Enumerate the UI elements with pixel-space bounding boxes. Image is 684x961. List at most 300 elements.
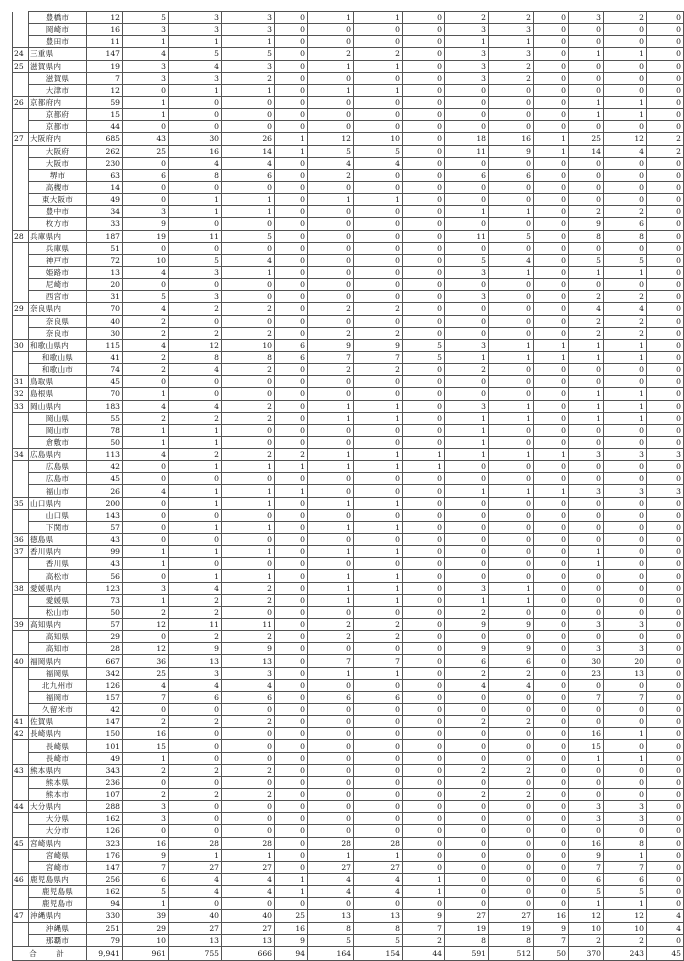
data-cell: 0 [169,279,222,291]
data-cell: 0 [403,558,445,570]
row-name: 大阪府内 [29,133,87,145]
data-cell: 0 [489,606,534,618]
data-cell: 0 [222,801,275,813]
row-number [13,109,29,121]
data-cell: 1 [308,667,354,679]
data-cell: 4 [123,339,169,351]
data-cell: 7 [604,691,647,703]
data-cell: 0 [275,424,308,436]
table-row [13,606,684,618]
data-cell: 147 [87,716,123,728]
data-cell: 1 [604,728,647,740]
data-cell: 11 [222,619,275,631]
data-cell: 0 [275,521,308,533]
data-cell: 0 [222,376,275,388]
data-cell: 0 [569,825,604,837]
data-cell: 5 [354,145,403,157]
data-cell: 0 [275,400,308,412]
data-cell: 0 [403,716,445,728]
data-cell: 2 [604,12,647,24]
data-cell: 2 [489,60,534,72]
data-cell: 19 [445,922,489,934]
data-cell: 0 [647,861,684,873]
data-cell: 3 [569,449,604,461]
data-cell: 1 [489,594,534,606]
data-cell: 0 [445,546,489,558]
data-cell: 1 [403,886,445,898]
data-cell: 0 [123,509,169,521]
row-name: 山口県内 [29,497,87,509]
data-cell: 0 [647,376,684,388]
data-cell: 1 [604,109,647,121]
data-cell: 0 [123,84,169,96]
data-cell: 42 [87,704,123,716]
data-cell: 0 [403,279,445,291]
row-name: 長崎県内 [29,728,87,740]
data-cell: 25 [275,910,308,922]
data-cell: 0 [308,424,354,436]
table-row [13,886,684,898]
data-cell: 28 [308,837,354,849]
data-cell: 0 [222,704,275,716]
data-cell: 1 [354,667,403,679]
data-cell: 3 [222,12,275,24]
data-cell: 0 [569,24,604,36]
data-cell: 1 [308,521,354,533]
data-cell: 27 [308,861,354,873]
data-cell: 1 [123,558,169,570]
row-number [13,643,29,655]
data-cell: 2 [275,449,308,461]
data-cell: 0 [354,242,403,254]
data-cell: 3 [569,643,604,655]
data-cell: 0 [489,631,534,643]
data-cell: 6 [569,873,604,885]
data-cell: 0 [569,473,604,485]
data-cell: 2 [123,351,169,363]
table-row [13,922,684,934]
data-cell: 9 [569,218,604,230]
data-cell: 0 [647,254,684,266]
row-number: 24 [13,48,29,60]
data-cell: 667 [87,655,123,667]
row-name: 宮崎県 [29,849,87,861]
data-cell: 2 [308,631,354,643]
data-cell: 0 [275,242,308,254]
data-cell: 0 [647,303,684,315]
table-row [13,424,684,436]
row-number [13,327,29,339]
row-name: 東大阪市 [29,194,87,206]
data-cell: 0 [604,546,647,558]
row-name: 山口県 [29,509,87,521]
data-cell: 147 [87,861,123,873]
data-cell: 0 [489,218,534,230]
data-cell: 0 [308,898,354,910]
data-cell: 0 [354,764,403,776]
data-cell: 0 [275,704,308,716]
data-cell: 5 [308,934,354,946]
data-cell: 5 [569,886,604,898]
row-number [13,473,29,485]
data-cell: 5 [403,351,445,363]
data-cell: 3 [123,801,169,813]
data-cell: 0 [308,96,354,108]
data-cell: 57 [87,619,123,631]
data-cell: 0 [647,266,684,278]
data-cell: 16 [123,728,169,740]
data-cell: 27 [445,910,489,922]
data-cell: 0 [308,485,354,497]
table-row [13,376,684,388]
data-cell: 5 [445,254,489,266]
data-cell: 3 [445,48,489,60]
data-cell: 0 [534,716,569,728]
data-cell: 0 [647,194,684,206]
data-cell: 0 [275,60,308,72]
data-cell: 0 [534,473,569,485]
data-cell: 9 [123,218,169,230]
data-cell: 1 [534,339,569,351]
data-cell: 8 [354,922,403,934]
data-cell: 4 [308,873,354,885]
row-name: 下関市 [29,521,87,533]
data-cell: 2 [123,412,169,424]
data-cell: 0 [489,84,534,96]
data-cell: 56 [87,570,123,582]
total-cell: 755 [169,946,222,960]
data-cell: 0 [275,643,308,655]
data-cell: 0 [445,96,489,108]
data-cell: 0 [275,473,308,485]
data-cell: 0 [275,801,308,813]
row-number [13,206,29,218]
row-name: 久留米市 [29,704,87,716]
data-cell: 0 [275,534,308,546]
table-row [13,84,684,96]
data-cell: 0 [403,655,445,667]
data-cell: 0 [169,813,222,825]
data-cell: 20 [604,655,647,667]
data-cell: 2 [222,764,275,776]
data-cell: 0 [222,218,275,230]
row-number [13,667,29,679]
data-cell: 43 [123,133,169,145]
data-cell: 2 [222,303,275,315]
row-number: 38 [13,582,29,594]
data-cell: 0 [275,764,308,776]
row-name: 福岡県内 [29,655,87,667]
data-cell: 1 [222,546,275,558]
data-cell: 0 [403,242,445,254]
data-cell: 2 [445,364,489,376]
row-number: 29 [13,303,29,315]
data-cell: 0 [534,388,569,400]
data-cell: 0 [534,376,569,388]
data-cell: 1 [354,546,403,558]
data-cell: 0 [604,509,647,521]
table-row [13,764,684,776]
data-cell: 0 [403,534,445,546]
data-cell: 20 [87,279,123,291]
row-number [13,279,29,291]
row-name: 枚方市 [29,218,87,230]
data-cell: 0 [604,764,647,776]
data-cell: 0 [403,194,445,206]
table-row [13,266,684,278]
row-name: 滋賀県内 [29,60,87,72]
data-cell: 0 [275,266,308,278]
data-cell: 45 [87,473,123,485]
data-cell: 0 [489,424,534,436]
data-cell: 5 [604,886,647,898]
data-cell: 0 [403,704,445,716]
data-cell: 0 [647,558,684,570]
data-cell: 0 [647,388,684,400]
table-row [13,643,684,655]
data-cell: 4 [647,910,684,922]
data-cell: 0 [308,181,354,193]
data-cell: 0 [534,218,569,230]
data-cell: 8 [308,922,354,934]
data-cell: 0 [308,315,354,327]
data-cell: 1 [123,436,169,448]
data-cell: 5 [569,254,604,266]
data-cell: 0 [604,121,647,133]
data-cell: 0 [647,886,684,898]
data-cell: 1 [275,461,308,473]
row-number [13,704,29,716]
data-cell: 2 [569,315,604,327]
data-cell: 0 [354,266,403,278]
data-cell: 0 [403,48,445,60]
data-cell: 0 [569,789,604,801]
data-cell: 0 [123,157,169,169]
data-cell: 3 [445,291,489,303]
data-cell: 0 [403,400,445,412]
row-name: 広島県 [29,461,87,473]
data-cell: 230 [87,157,123,169]
data-cell: 1 [275,485,308,497]
data-cell: 28 [87,643,123,655]
data-cell: 2 [222,594,275,606]
data-cell: 3 [647,449,684,461]
data-cell: 27 [169,861,222,873]
data-cell: 0 [604,740,647,752]
data-cell: 0 [275,813,308,825]
row-number [13,509,29,521]
data-cell: 0 [275,631,308,643]
data-cell: 0 [489,558,534,570]
data-cell: 2 [604,315,647,327]
data-cell: 0 [403,436,445,448]
data-cell: 0 [569,72,604,84]
row-number [13,485,29,497]
data-cell: 0 [647,619,684,631]
data-cell: 43 [87,558,123,570]
data-cell: 0 [222,534,275,546]
data-cell: 0 [403,631,445,643]
data-cell: 0 [354,96,403,108]
table-row [13,254,684,266]
data-cell: 0 [489,801,534,813]
data-cell: 1 [222,206,275,218]
data-cell: 0 [308,728,354,740]
data-cell: 0 [604,24,647,36]
data-cell: 0 [275,849,308,861]
data-cell: 0 [569,424,604,436]
table-row [13,667,684,679]
data-cell: 0 [354,643,403,655]
data-cell: 1 [489,449,534,461]
data-cell: 0 [534,606,569,618]
data-cell: 0 [534,364,569,376]
data-cell: 0 [222,606,275,618]
data-cell: 0 [403,667,445,679]
data-cell: 0 [403,327,445,339]
row-number [13,606,29,618]
data-cell: 0 [222,181,275,193]
data-cell: 0 [354,376,403,388]
data-cell: 0 [445,242,489,254]
data-cell: 0 [222,825,275,837]
row-number: 46 [13,873,29,885]
table-row [13,801,684,813]
data-cell: 0 [604,776,647,788]
data-cell: 0 [445,509,489,521]
data-cell: 0 [354,776,403,788]
data-cell: 0 [489,837,534,849]
data-cell: 0 [403,388,445,400]
data-cell: 0 [647,752,684,764]
data-cell: 0 [445,837,489,849]
data-cell: 0 [169,315,222,327]
data-cell: 2 [222,72,275,84]
data-cell: 0 [534,279,569,291]
row-number [13,24,29,36]
data-cell: 0 [604,716,647,728]
data-cell: 0 [308,740,354,752]
data-cell: 0 [403,825,445,837]
data-cell: 2 [445,606,489,618]
row-name: 大分市 [29,825,87,837]
data-cell: 0 [222,740,275,752]
data-cell: 0 [169,898,222,910]
data-cell: 0 [169,825,222,837]
data-cell: 1 [489,400,534,412]
data-cell: 1 [534,351,569,363]
row-number: 30 [13,339,29,351]
data-cell: 0 [604,157,647,169]
row-name: 熊本県 [29,776,87,788]
data-cell: 0 [569,606,604,618]
data-cell: 0 [275,655,308,667]
row-number [13,752,29,764]
row-number [13,291,29,303]
data-cell: 0 [489,461,534,473]
row-number [13,169,29,181]
data-cell: 0 [569,157,604,169]
data-cell: 0 [489,121,534,133]
data-cell: 0 [275,497,308,509]
data-cell: 1 [569,388,604,400]
data-cell: 0 [445,873,489,885]
data-cell: 63 [87,169,123,181]
row-name: 堺市 [29,169,87,181]
data-cell: 9 [534,922,569,934]
data-cell: 0 [569,534,604,546]
data-cell: 126 [87,679,123,691]
data-cell: 2 [123,606,169,618]
data-cell: 2 [169,631,222,643]
data-cell: 1 [604,96,647,108]
data-cell: 0 [403,837,445,849]
data-cell: 0 [489,704,534,716]
data-cell: 0 [354,716,403,728]
data-cell: 5 [403,339,445,351]
row-name: 岡山市 [29,424,87,436]
table-row [13,121,684,133]
data-cell: 25 [123,145,169,157]
data-cell: 0 [403,740,445,752]
data-cell: 1 [169,849,222,861]
data-cell: 0 [445,886,489,898]
data-cell: 6 [445,655,489,667]
data-cell: 0 [275,667,308,679]
data-cell: 0 [604,194,647,206]
data-cell: 0 [445,121,489,133]
data-cell: 0 [534,327,569,339]
data-cell: 0 [534,728,569,740]
data-cell: 0 [534,84,569,96]
data-cell: 0 [647,606,684,618]
data-cell: 0 [403,109,445,121]
data-cell: 0 [354,704,403,716]
data-cell: 2 [354,619,403,631]
data-cell: 8 [169,169,222,181]
row-name: 宮崎県内 [29,837,87,849]
data-cell: 0 [534,424,569,436]
data-cell: 0 [403,315,445,327]
data-cell: 0 [275,570,308,582]
data-cell: 10 [354,133,403,145]
data-cell: 0 [403,254,445,266]
data-cell: 3 [123,206,169,218]
data-cell: 0 [604,521,647,533]
row-number [13,898,29,910]
data-cell: 0 [534,801,569,813]
data-cell: 0 [647,230,684,242]
data-cell: 0 [275,558,308,570]
data-cell: 6 [445,169,489,181]
data-cell: 3 [123,24,169,36]
data-cell: 2 [569,291,604,303]
data-cell: 0 [275,194,308,206]
data-cell: 1 [169,436,222,448]
data-cell: 0 [354,388,403,400]
data-cell: 26 [222,133,275,145]
table-row [13,570,684,582]
data-cell: 0 [489,861,534,873]
data-cell: 0 [534,181,569,193]
data-cell: 0 [403,133,445,145]
data-cell: 126 [87,825,123,837]
data-cell: 288 [87,801,123,813]
data-cell: 1 [308,412,354,424]
data-cell: 3 [489,48,534,60]
data-cell: 1 [604,339,647,351]
table-row [13,242,684,254]
